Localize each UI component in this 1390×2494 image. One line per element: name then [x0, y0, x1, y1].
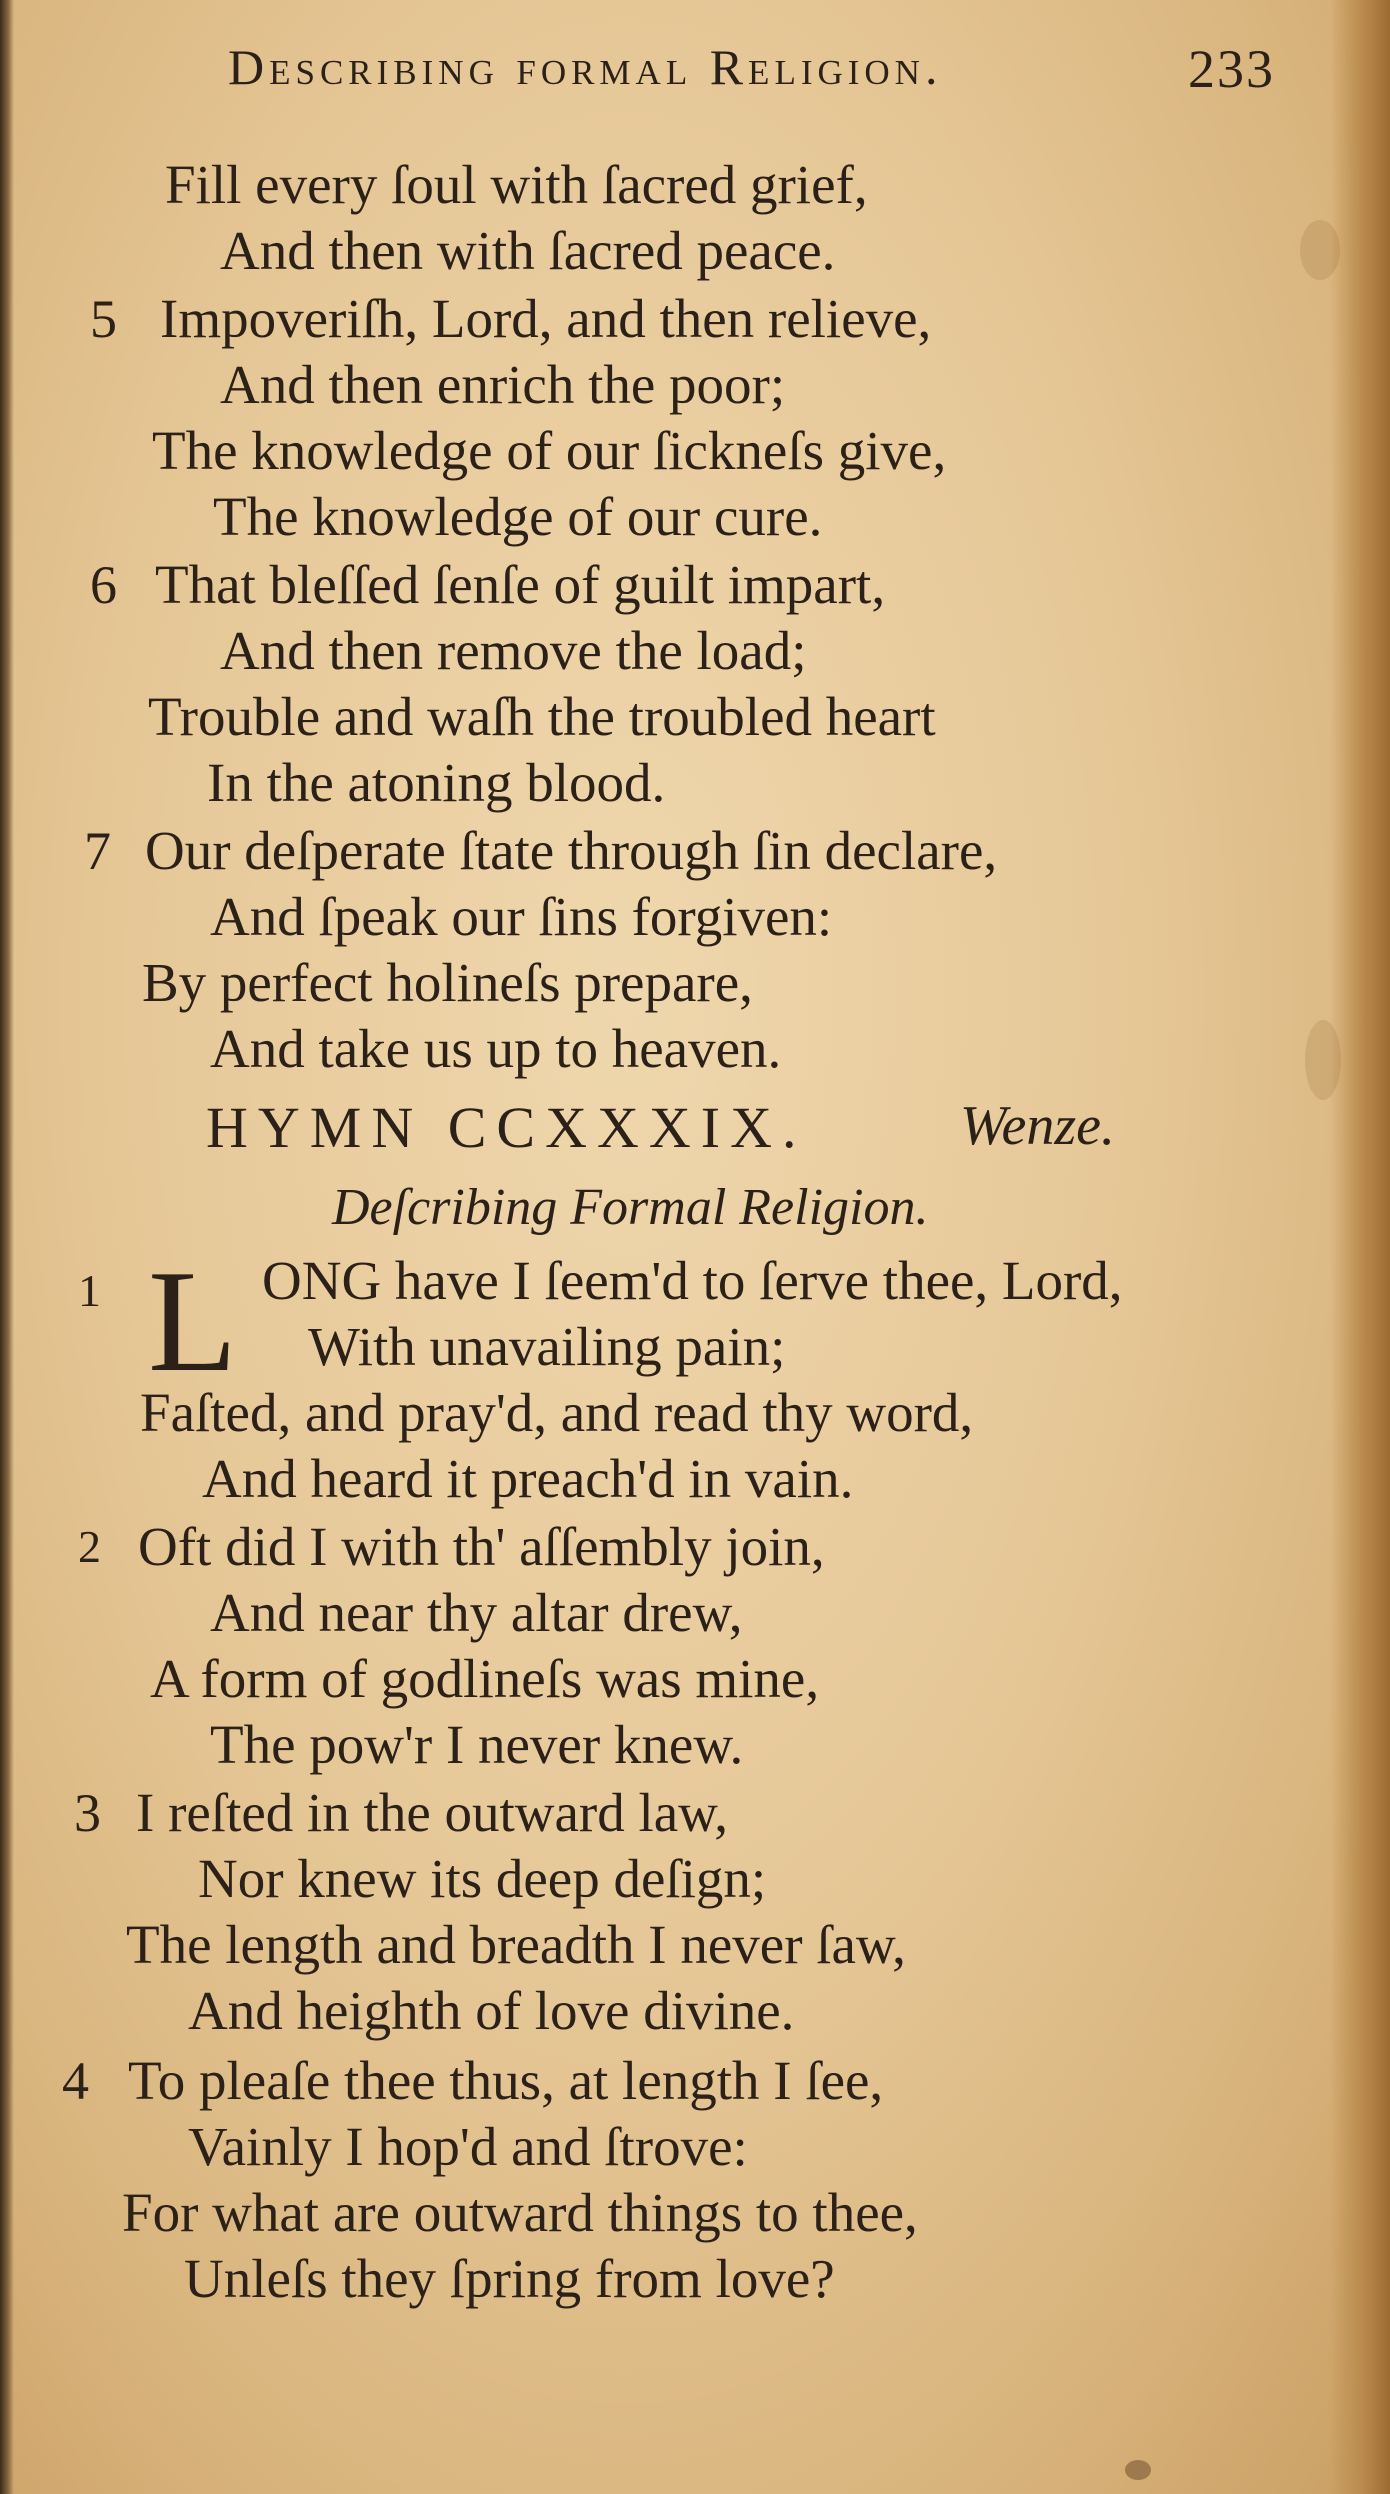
verse-line: The knowledge of our ſickneſs give,: [152, 420, 947, 481]
verse-line: Unleſs they ſpring from love?: [184, 2248, 835, 2309]
paper-stain: [1300, 220, 1340, 280]
verse-line: In the atoning blood.: [207, 752, 666, 813]
page-right-edge: [1330, 0, 1390, 2494]
verse-line: With unavailing pain;: [308, 1316, 786, 1377]
verse-line: That bleſſed ſenſe of guilt impart,: [155, 554, 886, 615]
verse-line: And ſpeak our ſins forgiven:: [210, 886, 833, 947]
drop-cap: L: [148, 1240, 238, 1402]
verse-line: To pleaſe thee thus, at length I ſee,: [128, 2050, 884, 2111]
verse-number: 7: [84, 821, 111, 881]
verse-line: The knowledge of our cure.: [213, 486, 823, 547]
verse-line: A form of godlineſs was mine,: [150, 1648, 820, 1709]
verse-number: 3: [74, 1783, 101, 1843]
verse-line: Nor knew its deep deſign;: [198, 1848, 767, 1909]
verse-line: ONG have I ſeem'd to ſerve thee, Lord,: [262, 1250, 1123, 1311]
verse-line: Faſted, and pray'd, and read thy word,: [140, 1382, 974, 1443]
page-number: 233: [1188, 39, 1275, 99]
verse-line: The pow'r I never knew.: [210, 1714, 744, 1775]
page-left-edge: [0, 0, 14, 2494]
paper-stain: [1305, 1020, 1341, 1100]
verse-line: And heard it preach'd in vain.: [202, 1448, 854, 1509]
verse-line: Impoveriſh, Lord, and then relieve,: [160, 288, 932, 349]
verse-line: For what are outward things to thee,: [122, 2182, 918, 2243]
verse-number: 4: [62, 2051, 89, 2111]
verse-number: 6: [90, 555, 117, 615]
verse-line: By perfect holineſs prepare,: [142, 952, 753, 1013]
verse-line: Fill every ſoul with ſacred grief,: [165, 154, 868, 215]
verse-number: 5: [90, 289, 117, 349]
verse-line: And then enrich the poor;: [220, 354, 786, 415]
verse-line: And near thy altar drew,: [210, 1582, 743, 1643]
verse-line: Our deſperate ſtate through ſin declare,: [145, 820, 998, 881]
hymn-subtitle: Deſcribing Formal Religion.: [332, 1179, 929, 1236]
verse-line: I reſted in the outward law,: [136, 1782, 729, 1843]
verse-line: And heighth of love divine.: [188, 1980, 795, 2041]
verse-line: Oft did I with th' aſſembly join,: [138, 1516, 825, 1577]
hymn-tune: Wenze.: [960, 1095, 1116, 1157]
verse-line: And then with ſacred peace.: [220, 220, 836, 281]
running-title: Describing formal Religion.: [228, 39, 943, 95]
ink-speck: [1125, 2460, 1151, 2480]
verse-line: And then remove the load;: [220, 620, 807, 681]
hymn-title: HYMN CCXXXIX.: [206, 1095, 807, 1160]
verse-number: 1: [78, 1265, 101, 1316]
verse-line: The length and breadth I never ſaw,: [126, 1914, 906, 1975]
verse-number: 2: [78, 1521, 101, 1572]
running-header: [0, 38, 1390, 108]
verse-line: And take us up to heaven.: [210, 1018, 782, 1079]
verse-line: Trouble and waſh the troubled heart: [148, 686, 936, 747]
verse-line: Vainly I hop'd and ſtrove:: [188, 2116, 748, 2177]
